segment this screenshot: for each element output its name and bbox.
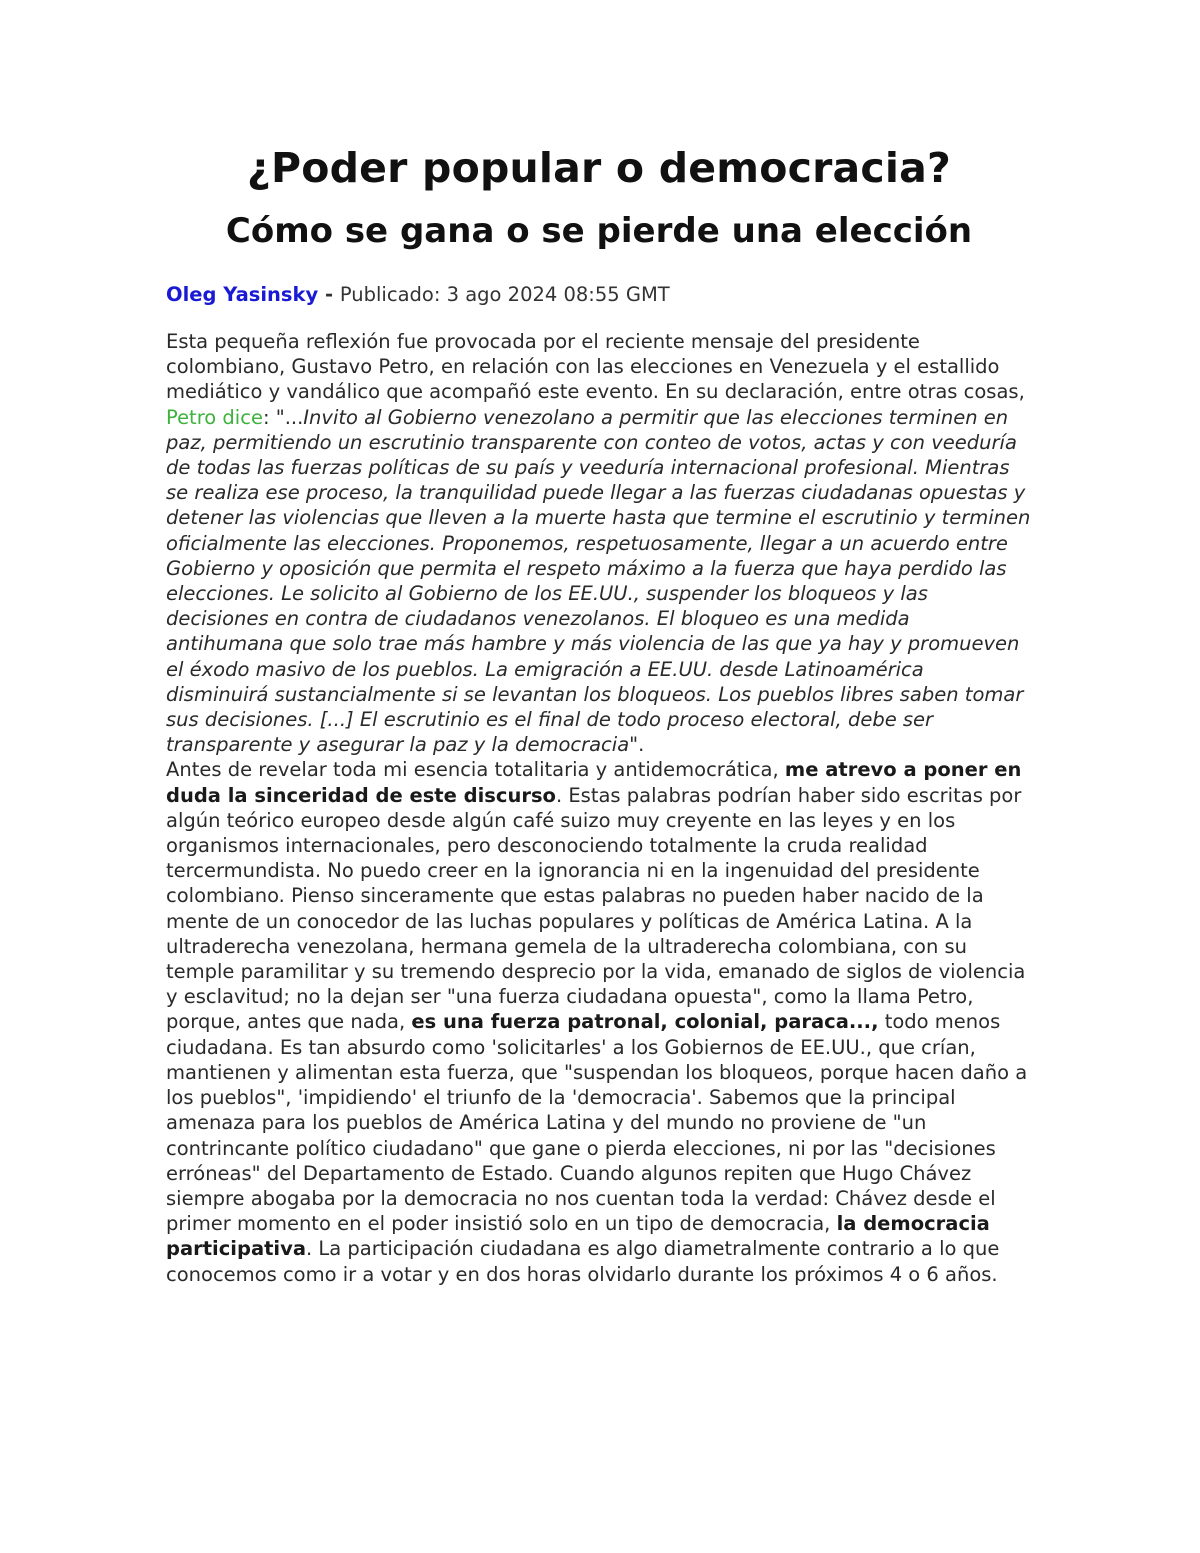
paragraph-2-bold-1: me atrevo a poner en duda la sinceridad de este discurso — [166, 758, 1022, 807]
paragraph-1-intro: Esta pequeña reflexión fue provocada por el reciente mensaje del presidente colombiano, Gustavo Petro, en relación con las elecciones en Venezuela y el estallido mediático y vandálico que acompañó este evento. En su declaración, entre otras cosas, — [166, 330, 1025, 404]
quote-close: ". — [629, 733, 645, 757]
petro-dice-link[interactable]: Petro dice — [166, 405, 263, 429]
paragraph-2-bold-2: es una fuerza patronal, colonial, paraca..., — [411, 1010, 879, 1034]
paragraph-2 — [166, 757, 1032, 1286]
paragraph-2-text-1: Antes de revelar toda mi esencia totalitaria y antidemocrática, — [166, 758, 785, 782]
article-subtitle: Cómo se gana o se pierde una elección — [225, 211, 973, 251]
author-link[interactable]: Oleg Yasinsky — [166, 283, 319, 306]
paragraph-2-text-2: . Estas palabras podrían haber sido escritas por algún teórico europeo desde algún café suizo muy creyente en las leyes y en los organismos internacionales, pero desconociendo totalmente la cruda realidad tercermundista. No puedo creer en la ignorancia ni en la ingenuidad del presidente colombiano. Pienso sinceramente que estas palabras no pueden haber nacido de la mente de un conocedor de las luchas populares y políticas de América Latina. A la ultraderecha venezolana, hermana gemela de la ultraderecha colombiana, con su temple paramilitar y su tremendo desprecio por la vida, emanado de siglos de violencia y esclavitud; no la dejan ser "una fuerza ciudadana opuesta", como la llama Petro, porque, antes que nada, — [166, 783, 1026, 1034]
article — [166, 140, 1032, 1287]
publish-date: Publicado: 3 ago 2024 08:55 GMT — [339, 283, 670, 306]
petro-quote: Invito al Gobierno venezolano a permitir que las elecciones terminen en paz, permitiendo un escrutinio transparente con conteo de votos, actas y con veeduría de todas las fuerzas políticas de su país y veeduría internacional profesional. Mientras se realiza ese proceso, la tranquilidad puede llegar a las fuerzas ciudadanas opuestas y detener las violencias que lleven a la muerte hasta que termine el escrutinio y terminen oficialmente las elecciones. Proponemos, respetuosamente, llegar a un acuerdo entre Gobierno y oposición que permita el respeto máximo a la fuerza que haya perdido las elecciones. Le solicito al Gobierno de los EE.UU., suspender los bloqueos y las decisiones en contra de ciudadanos venezolanos. El bloqueo es una medida antihumana que solo trae más hambre y más violencia de las que ya hay y promueven el éxodo masivo de los pueblos. La emigración a EE.UU. desde Latinoamérica disminuirá sustancialmente si se levantan los bloqueos. Los pueblos libres saben tomar sus decisiones. [...] El escrutinio es el final de todo proceso electoral, debe ser transparente y asegurar la paz y la democracia — [166, 405, 1031, 757]
paragraph-2-text-4: . La participación ciudadana es algo diametralmente contrario a lo que conocemos como ir a votar y en dos horas olvidarlo durante los próximos 4 o 6 años. — [166, 1237, 1000, 1286]
byline-separator: - — [318, 283, 340, 306]
quote-open: : "... — [262, 405, 304, 429]
paragraph-1 — [166, 329, 1032, 757]
article-body — [166, 329, 1032, 1287]
article-title: ¿Poder popular o democracia? — [246, 144, 951, 192]
byline — [166, 282, 1032, 308]
paragraph-2-bold-3: la democracia participativa — [166, 1212, 990, 1261]
paragraph-2-text-3: todo menos ciudadana. Es tan absurdo como 'solicitarles' a los Gobiernos de EE.UU., que crían, mantienen y alimentan esta fuerza, que "suspendan los bloqueos, porque hacen daño a los pueblos", 'impidiendo' el triunfo de la 'democracia'. Sabemos que la principal amenaza para los pueblos de América Latina y del mundo no proviene de "un contrincante político ciudadano" que gane o pierda elecciones, ni por las "decisiones erróneas" del Departamento de Estado. Cuando algunos repiten que Hugo Chávez siempre abogaba por la democracia no nos cuentan toda la verdad: Chávez desde el primer momento en el poder insistió solo en un tipo de democracia, — [166, 1010, 1028, 1236]
